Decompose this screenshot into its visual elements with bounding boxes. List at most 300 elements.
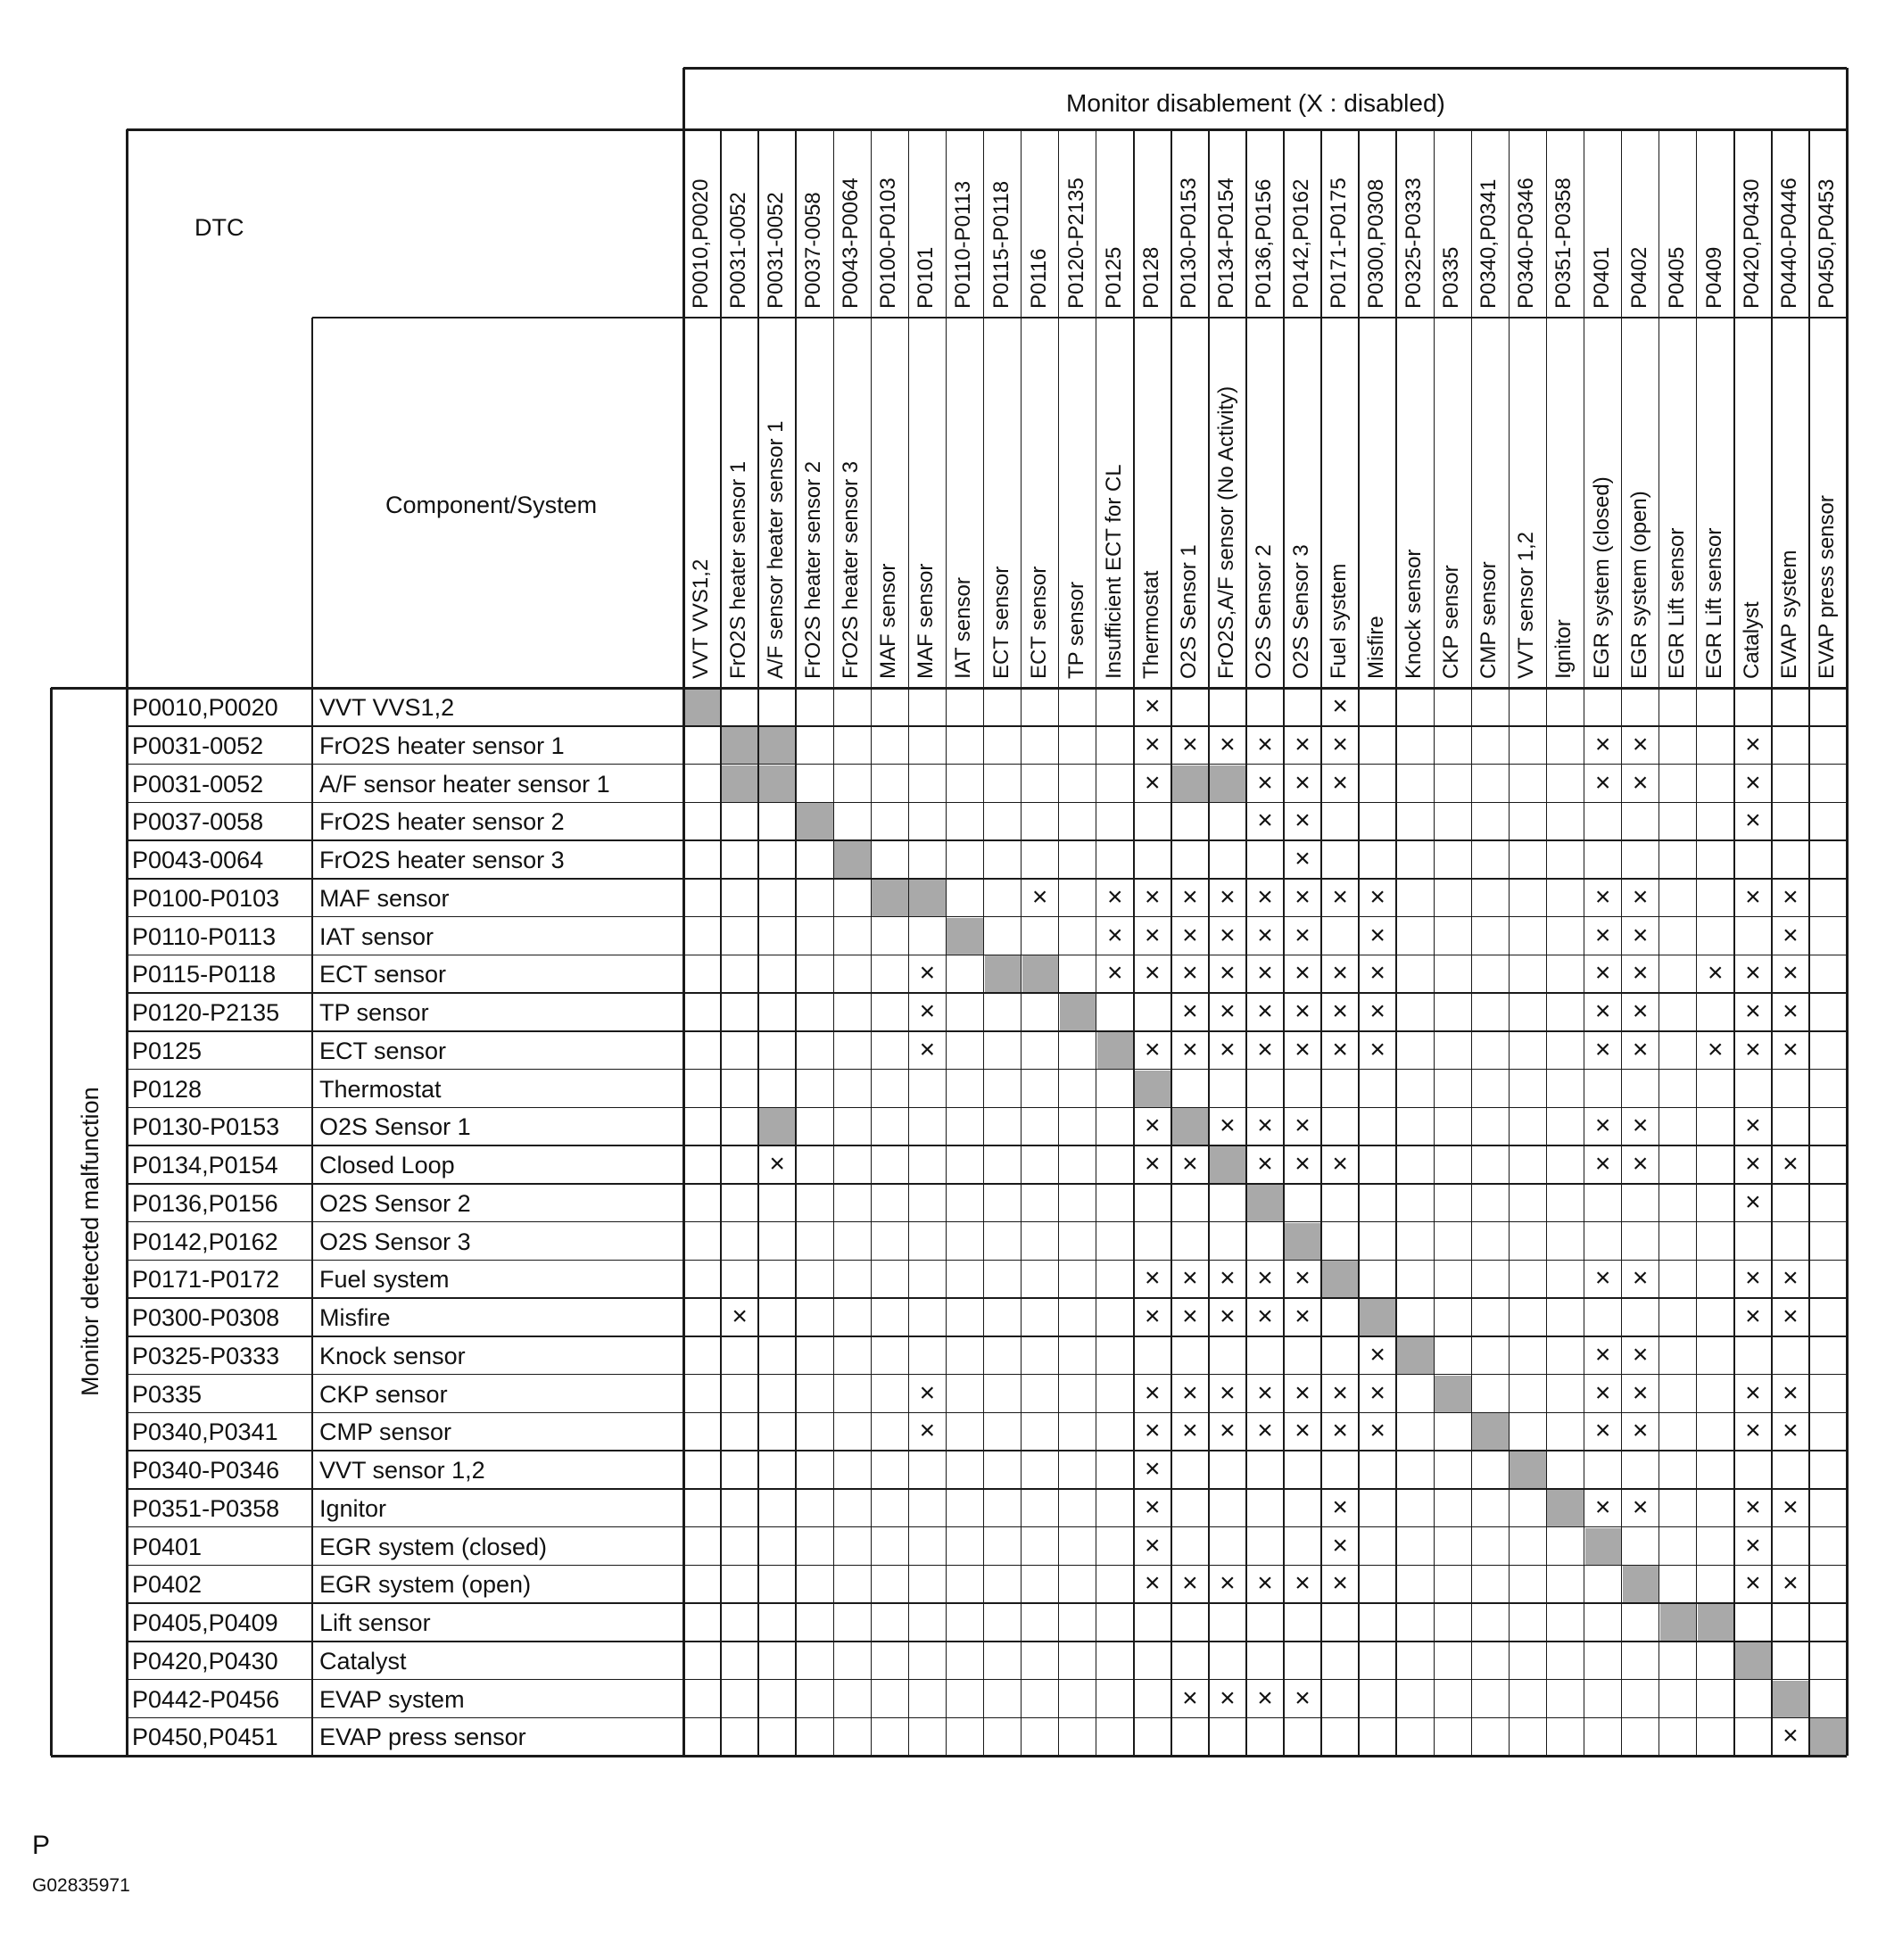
shaded-cell	[1285, 1223, 1321, 1261]
disabled-mark: ×	[1145, 1416, 1161, 1446]
disabled-mark: ×	[1220, 1568, 1236, 1599]
column-component: EGR system (closed)	[1589, 476, 1614, 679]
grid-line	[1208, 129, 1210, 1756]
disabled-mark: ×	[1295, 958, 1311, 988]
row-dtc: P0037-0058	[132, 808, 264, 836]
grid-line	[720, 129, 722, 1756]
grid-line	[1133, 129, 1135, 1756]
column-component: VVT VVS1,2	[689, 558, 713, 679]
shaded-cell	[1060, 994, 1096, 1031]
disabled-mark: ×	[1745, 806, 1761, 836]
shaded-cell	[834, 841, 871, 879]
row-component: A/F sensor heater sensor 1	[319, 770, 610, 798]
shaded-cell	[1322, 1261, 1359, 1298]
disabled-mark: ×	[1369, 958, 1386, 988]
disabled-mark: ×	[1257, 1034, 1273, 1064]
disabled-mark: ×	[1332, 1530, 1348, 1560]
column-dtc: P0134-P0154	[1213, 178, 1238, 309]
disabled-mark: ×	[1783, 1721, 1799, 1751]
disabled-mark: ×	[1257, 958, 1273, 988]
disabled-mark: ×	[1145, 1377, 1161, 1408]
disabled-mark: ×	[1783, 1416, 1799, 1446]
column-dtc: P0101	[914, 246, 939, 309]
disabled-mark: ×	[919, 1034, 936, 1064]
disabled-mark: ×	[1145, 1568, 1161, 1599]
grid-line	[127, 1450, 1847, 1451]
disabled-mark: ×	[1783, 1377, 1799, 1408]
disabled-mark: ×	[1220, 920, 1236, 950]
disabled-mark: ×	[1295, 1683, 1311, 1713]
grid-line	[126, 129, 128, 1756]
grid-line	[757, 129, 759, 1756]
disabled-mark: ×	[1145, 1111, 1161, 1141]
grid-line	[1808, 129, 1810, 1756]
grid-line	[312, 317, 1847, 318]
row-component: CMP sensor	[319, 1418, 452, 1446]
column-component: FrO2S heater sensor 1	[726, 460, 751, 679]
disabled-mark: ×	[1783, 1034, 1799, 1064]
row-component: O2S Sensor 1	[319, 1113, 471, 1141]
disabled-mark: ×	[1182, 1302, 1198, 1331]
disabled-mark: ×	[1295, 1416, 1311, 1446]
disabled-mark: ×	[1745, 1111, 1761, 1141]
disabled-mark: ×	[1257, 806, 1273, 836]
disabled-mark: ×	[1783, 1302, 1799, 1331]
disabled-mark: ×	[1145, 881, 1161, 912]
disabled-mark: ×	[1594, 1492, 1611, 1522]
shaded-cell	[1623, 1566, 1659, 1603]
disabled-mark: ×	[1745, 1302, 1761, 1331]
grid-line	[50, 688, 53, 1756]
shaded-cell	[872, 880, 908, 917]
row-component: O2S Sensor 3	[319, 1228, 471, 1255]
column-dtc: P0125	[1101, 246, 1126, 309]
disabled-mark: ×	[1745, 1187, 1761, 1217]
shaded-cell	[1247, 1185, 1284, 1222]
disabled-mark: ×	[1257, 1302, 1273, 1331]
row-component: VVT sensor 1,2	[319, 1457, 485, 1484]
disabled-mark: ×	[1632, 729, 1649, 759]
column-component: Knock sensor	[1402, 549, 1427, 679]
disabled-mark: ×	[919, 958, 936, 988]
disabled-mark: ×	[1332, 1568, 1348, 1599]
grid-line	[795, 129, 797, 1756]
disabled-mark: ×	[1745, 1034, 1761, 1064]
disabled-mark: ×	[1632, 1377, 1649, 1408]
column-component: O2S Sensor 2	[1251, 544, 1276, 679]
disabled-mark: ×	[1220, 1263, 1236, 1294]
disabled-mark: ×	[1369, 1416, 1386, 1446]
shaded-cell	[1585, 1528, 1622, 1566]
grid-line	[127, 1145, 1847, 1146]
row-component: ECT sensor	[319, 1037, 447, 1064]
column-component: ECT sensor	[988, 566, 1013, 679]
disabled-mark: ×	[1708, 1034, 1724, 1064]
side-label-monitor-detected: Monitor detected malfunction	[77, 1087, 103, 1396]
shaded-cell	[1172, 765, 1209, 803]
disabled-mark: ×	[1220, 1377, 1236, 1408]
disabled-mark: ×	[1182, 1683, 1198, 1713]
grid-line	[127, 1641, 1847, 1642]
disabled-mark: ×	[1369, 1377, 1386, 1408]
disabled-mark: ×	[1295, 1263, 1311, 1294]
column-dtc: P0037-0058	[801, 192, 826, 309]
row-component: MAF sensor	[319, 884, 450, 912]
shaded-cell	[1210, 765, 1246, 803]
grid-line	[983, 129, 985, 1756]
column-component: FrO2S,A/F sensor (No Activity)	[1213, 385, 1238, 679]
column-dtc: P0031-0052	[764, 192, 789, 309]
disabled-mark: ×	[1257, 767, 1273, 798]
column-component: ECT sensor	[1026, 566, 1051, 679]
row-dtc: P0134,P0154	[132, 1152, 278, 1178]
disabled-mark: ×	[1257, 1377, 1273, 1408]
column-component: EVAP press sensor	[1814, 495, 1839, 679]
disabled-mark: ×	[1145, 1263, 1161, 1294]
disabled-mark: ×	[1783, 1568, 1799, 1599]
grid-line	[1546, 129, 1548, 1756]
row-dtc: P0031-0052	[132, 770, 264, 798]
row-component: Fuel system	[319, 1266, 450, 1294]
disabled-mark: ×	[1594, 881, 1611, 912]
disabled-mark: ×	[1182, 920, 1198, 950]
disabled-mark: ×	[1145, 767, 1161, 798]
grid-line	[1584, 129, 1585, 1756]
disabled-mark: ×	[1745, 1377, 1761, 1408]
disabled-mark: ×	[1182, 1263, 1198, 1294]
disabled-mark: ×	[1145, 1302, 1161, 1331]
disabled-mark: ×	[1594, 729, 1611, 759]
shaded-cell	[759, 1108, 796, 1145]
disabled-mark: ×	[1332, 1416, 1348, 1446]
row-component: Closed Loop	[319, 1152, 455, 1178]
shaded-cell	[759, 727, 796, 765]
disabled-mark: ×	[1257, 920, 1273, 950]
row-dtc: P0171-P0172	[132, 1266, 280, 1294]
disabled-mark: ×	[1369, 881, 1386, 912]
disabled-mark: ×	[1182, 729, 1198, 759]
disabled-mark: ×	[1332, 997, 1348, 1026]
grid-line	[127, 1565, 1847, 1567]
disabled-mark: ×	[1632, 881, 1649, 912]
grid-line	[127, 128, 1847, 131]
column-component: EGR Lift sensor	[1701, 527, 1726, 679]
row-dtc: P0420,P0430	[132, 1647, 278, 1675]
column-component: FrO2S heater sensor 3	[839, 460, 864, 679]
disabled-mark: ×	[1295, 1568, 1311, 1599]
row-dtc: P0401	[132, 1533, 203, 1560]
column-dtc: P0351-P0358	[1551, 178, 1576, 309]
disabled-mark: ×	[1783, 1492, 1799, 1522]
disabled-mark: ×	[1783, 997, 1799, 1026]
shaded-cell	[1472, 1413, 1509, 1451]
grid-line	[908, 129, 910, 1756]
column-dtc: P0120-P2135	[1063, 178, 1088, 309]
column-dtc: P0100-P0103	[876, 178, 901, 309]
disabled-mark: ×	[1783, 958, 1799, 988]
disabled-mark: ×	[1369, 1339, 1386, 1369]
disabled-mark: ×	[1220, 1416, 1236, 1446]
disabled-mark: ×	[1332, 1149, 1348, 1178]
disabled-mark: ×	[1745, 1263, 1761, 1294]
row-dtc: P0325-P0333	[132, 1342, 280, 1369]
grid-line	[127, 916, 1847, 918]
row-component: FrO2S heater sensor 2	[319, 808, 565, 836]
grid-line	[127, 1297, 1847, 1299]
shaded-cell	[1210, 1146, 1246, 1184]
disabled-mark: ×	[1106, 958, 1123, 988]
grid-line	[127, 725, 1847, 727]
disabled-mark: ×	[1783, 1149, 1799, 1178]
disabled-mark: ×	[1295, 1377, 1311, 1408]
disabled-mark: ×	[1145, 1034, 1161, 1064]
disabled-mark: ×	[1106, 920, 1123, 950]
column-component: EVAP system	[1776, 550, 1801, 679]
disabled-mark: ×	[1745, 1416, 1761, 1446]
row-component: EVAP system	[319, 1685, 465, 1713]
component-header-label: Component/System	[385, 492, 598, 518]
grid-line	[127, 1183, 1847, 1185]
disabled-mark: ×	[1257, 729, 1273, 759]
row-component: IAT sensor	[319, 922, 434, 950]
column-component: Insufficient ECT for CL	[1101, 464, 1126, 679]
shaded-cell	[1698, 1604, 1734, 1642]
column-dtc: P0440-P0446	[1776, 178, 1801, 309]
disabled-mark: ×	[1220, 1034, 1236, 1064]
grid-line	[311, 318, 313, 1756]
disabled-mark: ×	[1145, 1492, 1161, 1522]
row-dtc: P0125	[132, 1037, 203, 1064]
column-dtc: P0340,P0341	[1477, 178, 1501, 309]
row-dtc: P0120-P2135	[132, 999, 280, 1026]
grid-line	[1320, 129, 1322, 1756]
grid-line	[1170, 129, 1172, 1756]
row-component: Misfire	[319, 1304, 391, 1331]
disabled-mark: ×	[1106, 881, 1123, 912]
row-dtc: P0442-P0456	[132, 1685, 280, 1713]
column-dtc: P0402	[1626, 246, 1651, 309]
footer-code: G02835971	[32, 1875, 130, 1896]
disabled-mark: ×	[1257, 1416, 1273, 1446]
grid-line	[127, 1221, 1847, 1223]
grid-line	[683, 67, 1847, 70]
grid-line	[127, 1260, 1847, 1261]
grid-line	[127, 1069, 1847, 1071]
disabled-mark: ×	[1783, 881, 1799, 912]
disabled-mark: ×	[769, 1149, 785, 1178]
column-dtc: P0110-P0113	[951, 180, 976, 309]
disabled-mark: ×	[1369, 997, 1386, 1026]
row-component: EGR system (open)	[319, 1571, 532, 1599]
shaded-cell	[947, 918, 983, 955]
disabled-mark: ×	[1295, 1111, 1311, 1141]
column-dtc: P0031-0052	[726, 192, 751, 309]
grid-line	[127, 1602, 1847, 1604]
disabled-mark: ×	[1145, 920, 1161, 950]
grid-line	[1096, 129, 1097, 1756]
row-component: VVT VVS1,2	[319, 694, 455, 721]
disabled-mark: ×	[1295, 767, 1311, 798]
shaded-cell	[1097, 1032, 1134, 1070]
disabled-mark: ×	[1745, 729, 1761, 759]
column-dtc: P0116	[1026, 248, 1051, 309]
column-component: A/F sensor heater sensor 1	[764, 420, 789, 679]
disabled-mark: ×	[919, 1377, 936, 1408]
grid-line	[1283, 129, 1285, 1756]
disabled-mark: ×	[1295, 1034, 1311, 1064]
shaded-cell	[1172, 1108, 1209, 1145]
disabled-mark: ×	[732, 1302, 748, 1331]
grid-line	[1471, 129, 1473, 1756]
grid-line	[1021, 129, 1022, 1756]
grid-line	[127, 878, 1847, 880]
disabled-mark: ×	[1295, 1302, 1311, 1331]
disabled-mark: ×	[1632, 767, 1649, 798]
row-dtc: P0115-P0118	[132, 961, 277, 988]
grid-line	[1733, 129, 1735, 1756]
disabled-mark: ×	[1257, 881, 1273, 912]
row-component: Thermostat	[319, 1075, 442, 1103]
disabled-mark: ×	[1182, 997, 1198, 1026]
footer-letter: P	[32, 1831, 51, 1860]
column-dtc: P0335	[1439, 246, 1464, 309]
grid-line	[127, 1336, 1847, 1337]
shaded-cell	[1547, 1490, 1584, 1527]
disabled-mark: ×	[1594, 767, 1611, 798]
row-dtc: P0351-P0358	[132, 1494, 280, 1522]
row-component: CKP sensor	[319, 1380, 448, 1408]
disabled-mark: ×	[1182, 1377, 1198, 1408]
disabled-mark: ×	[1745, 958, 1761, 988]
grid-line	[682, 68, 685, 1756]
disabled-mark: ×	[1332, 1377, 1348, 1408]
grid-line	[127, 1030, 1847, 1032]
column-component: CMP sensor	[1477, 561, 1501, 679]
disabled-mark: ×	[1257, 1683, 1273, 1713]
column-component: IAT sensor	[951, 577, 976, 679]
row-dtc: P0031-0052	[132, 732, 264, 759]
column-component: Thermostat	[1138, 570, 1163, 679]
column-dtc: P0130-P0153	[1176, 178, 1201, 309]
shaded-cell	[1360, 1299, 1396, 1336]
column-dtc: P0142,P0162	[1289, 178, 1314, 309]
row-dtc: P0136,P0156	[132, 1189, 278, 1217]
disabled-mark: ×	[1632, 1339, 1649, 1369]
grid-line	[1621, 129, 1623, 1756]
column-component: O2S Sensor 3	[1289, 544, 1314, 679]
column-dtc: P0043-P0064	[839, 178, 864, 309]
column-dtc: P0325-P0333	[1402, 178, 1427, 309]
row-dtc: P0300-P0308	[132, 1304, 280, 1331]
disabled-mark: ×	[1220, 1302, 1236, 1331]
column-dtc: P0010,P0020	[689, 178, 713, 309]
row-dtc: P0010,P0020	[132, 694, 278, 721]
disabled-mark: ×	[1332, 1492, 1348, 1522]
grid-line	[1058, 129, 1060, 1756]
column-component: EGR Lift sensor	[1664, 527, 1689, 679]
disabled-mark: ×	[1295, 806, 1311, 836]
disabled-mark: ×	[1745, 1492, 1761, 1522]
disabled-mark: ×	[1632, 1263, 1649, 1294]
column-dtc: P0171-P0175	[1327, 178, 1352, 309]
row-dtc: P0405,P0409	[132, 1609, 278, 1636]
shaded-cell	[759, 765, 796, 803]
grid-line	[127, 1717, 1847, 1719]
disabled-mark: ×	[1182, 1034, 1198, 1064]
disabled-mark: ×	[1332, 958, 1348, 988]
disabled-mark: ×	[1632, 1034, 1649, 1064]
shaded-cell	[1810, 1718, 1847, 1756]
shaded-cell	[722, 765, 758, 803]
disabled-mark: ×	[1332, 729, 1348, 759]
row-component: TP sensor	[319, 999, 429, 1026]
disabled-mark: ×	[1182, 1568, 1198, 1599]
disabled-mark: ×	[1145, 1454, 1161, 1484]
row-dtc: P0450,P0451	[132, 1724, 278, 1751]
disabled-mark: ×	[1295, 997, 1311, 1026]
column-dtc: P0115-P0118	[988, 180, 1013, 309]
grid-line	[833, 129, 835, 1756]
disabled-mark: ×	[1295, 920, 1311, 950]
disabled-mark: ×	[1632, 1416, 1649, 1446]
disabled-mark: ×	[1594, 1034, 1611, 1064]
grid-line	[51, 687, 1847, 690]
grid-line	[1696, 129, 1698, 1756]
grid-line	[51, 1755, 1847, 1757]
grid-line	[127, 1679, 1847, 1681]
shaded-cell	[722, 727, 758, 765]
grid-line	[946, 129, 947, 1756]
disabled-mark: ×	[1745, 881, 1761, 912]
disabled-mark: ×	[1145, 1149, 1161, 1178]
disabled-mark: ×	[1220, 729, 1236, 759]
disabled-mark: ×	[1632, 997, 1649, 1026]
column-component: MAF sensor	[914, 563, 939, 679]
row-component: Lift sensor	[319, 1609, 431, 1636]
grid-line	[1846, 68, 1849, 1756]
shaded-cell	[797, 803, 833, 840]
row-dtc: P0142,P0162	[132, 1228, 278, 1255]
shaded-cell	[1735, 1642, 1772, 1680]
row-dtc: P0340-P0346	[132, 1457, 280, 1484]
column-dtc: P0300,P0308	[1364, 178, 1389, 309]
column-dtc: P0409	[1701, 246, 1726, 309]
column-dtc: P0401	[1589, 246, 1614, 309]
row-component: Ignitor	[319, 1494, 387, 1522]
disabled-mark: ×	[1182, 881, 1198, 912]
disabled-mark: ×	[1295, 729, 1311, 759]
disabled-mark: ×	[1594, 1339, 1611, 1369]
disabled-mark: ×	[1632, 958, 1649, 988]
disabled-mark: ×	[1332, 1034, 1348, 1064]
row-dtc: P0335	[132, 1380, 203, 1408]
disabled-mark: ×	[1257, 1263, 1273, 1294]
row-component: FrO2S heater sensor 3	[319, 847, 565, 873]
column-component: VVT sensor 1,2	[1514, 532, 1539, 679]
disabled-mark: ×	[1332, 767, 1348, 798]
disabled-mark: ×	[1632, 1149, 1649, 1178]
grid-line	[127, 1107, 1847, 1109]
column-dtc: P0420,P0430	[1739, 178, 1764, 309]
column-component: Misfire	[1364, 616, 1389, 679]
row-dtc: P0340,P0341	[132, 1418, 278, 1446]
disabled-mark: ×	[1783, 1263, 1799, 1294]
row-component: Catalyst	[319, 1647, 407, 1675]
column-component: EGR system (open)	[1626, 491, 1651, 679]
grid-line	[127, 764, 1847, 765]
column-component: CKP sensor	[1439, 565, 1464, 679]
disabled-mark: ×	[1632, 1111, 1649, 1141]
